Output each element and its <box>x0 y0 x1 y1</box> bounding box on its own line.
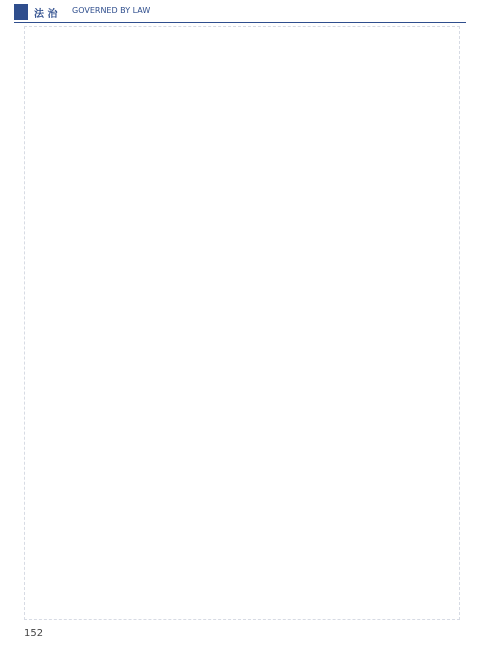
header-rule <box>14 22 466 23</box>
section-label: 法 治 <box>34 9 58 20</box>
section-subtitle: GOVERNED BY LAW <box>72 6 151 15</box>
header-cap-mark <box>14 4 28 20</box>
article-columns-region <box>24 26 460 620</box>
page-header <box>0 0 480 24</box>
page-number: 152 <box>24 628 44 639</box>
